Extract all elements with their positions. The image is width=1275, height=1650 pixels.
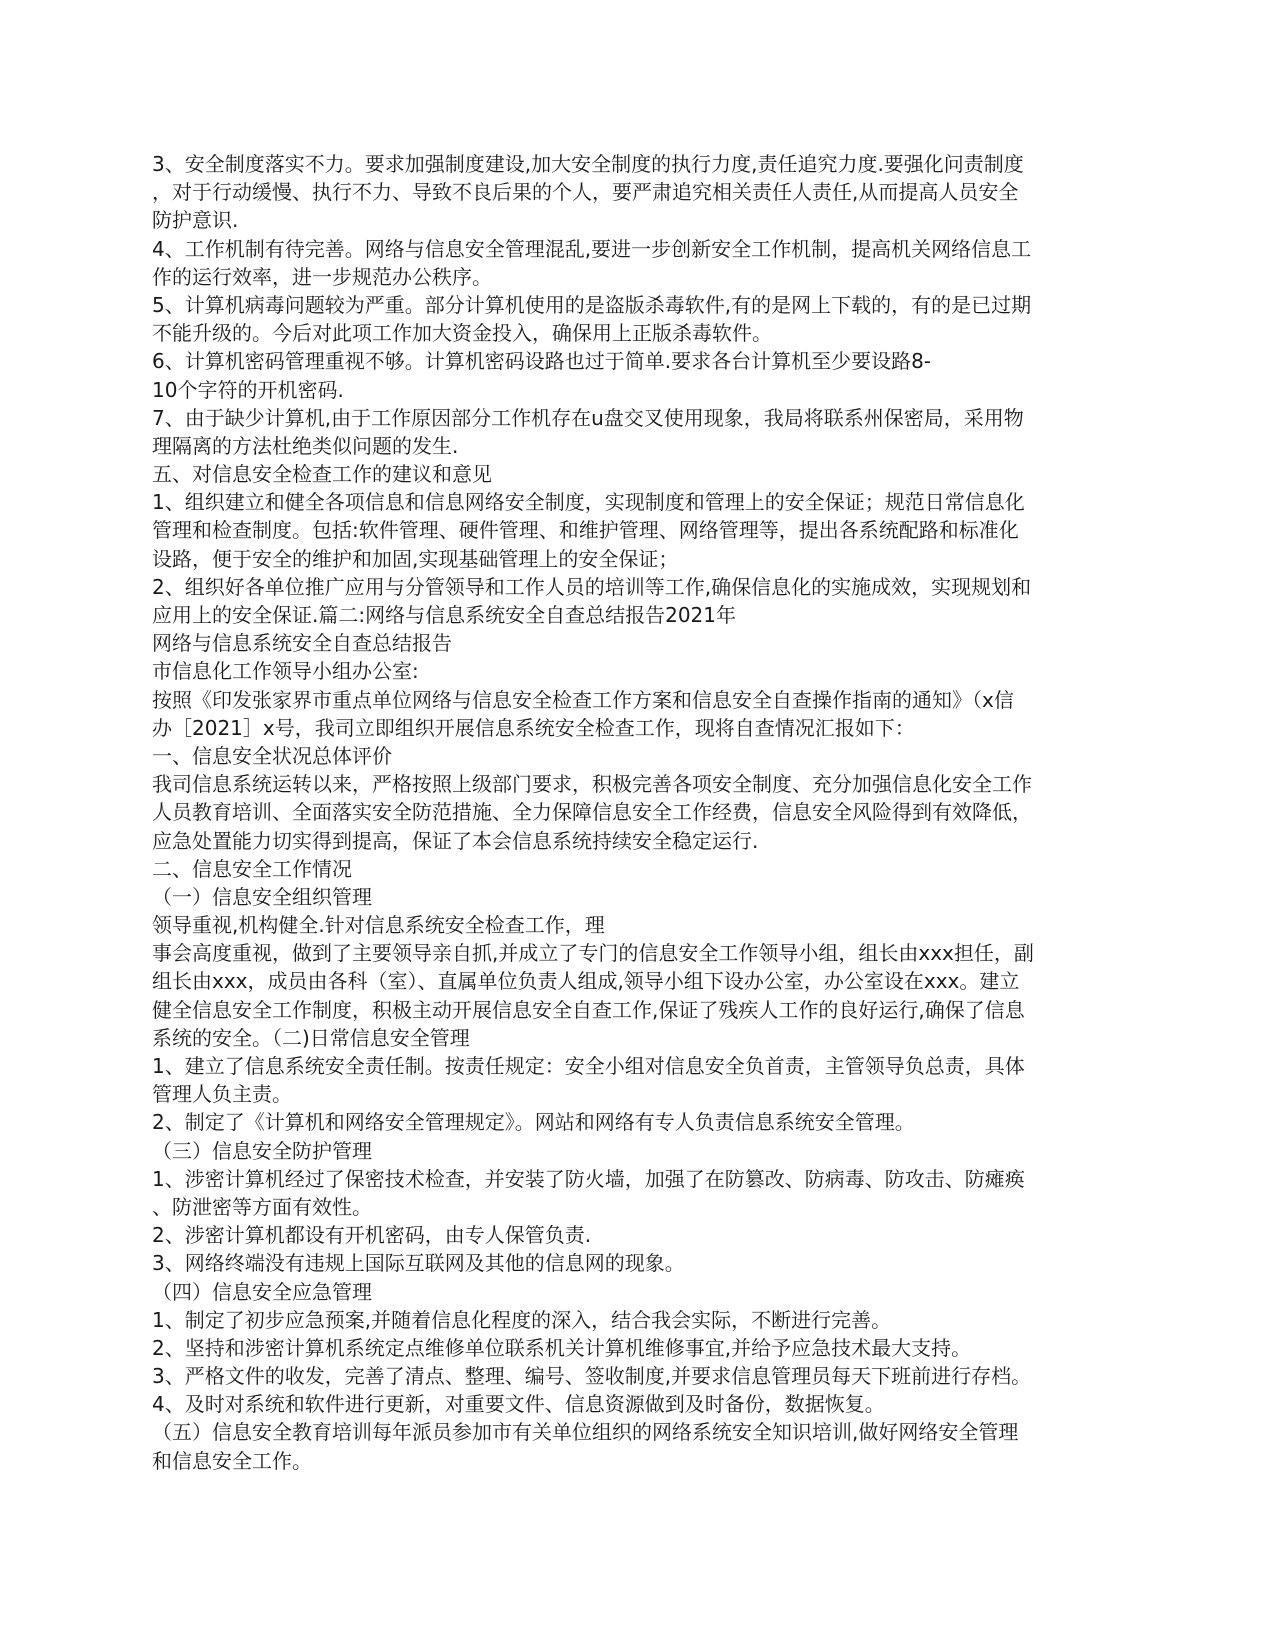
text-line: 一、信息安全状况总体评价: [152, 743, 392, 768]
text-line: 网络与信息系统安全自查总结报告: [152, 631, 452, 656]
text-line: 2、坚持和涉密计算机系统定点维修单位联系机关计算机维修事宜,并给予应急技术最大支持。: [152, 1335, 972, 1360]
text-line: 1、建立了信息系统安全责任制。按责任规定：安全小组对信息安全负首责，主管领导负总责，具体: [152, 1054, 1025, 1078]
text-line: 4、及时对系统和软件进行更新，对重要文件、信息资源做到及时备份，数据恢复。: [152, 1392, 885, 1417]
text-line: 应用上的安全保证.篇二:网络与信息系统安全自查总结报告2021年: [152, 603, 736, 627]
text-line: 2、制定了《计算机和网络安全管理规定》。网站和网络有专人负责信息系统安全管理。: [152, 1110, 915, 1135]
text-line: （一）信息安全组织管理: [152, 884, 372, 909]
text-line: 按照《印发张家界市重点单位网络与信息安全检查工作方案和信息安全自查操作指南的通知》（x信: [152, 687, 1014, 712]
text-line: 领导重视,机构健全.针对信息系统安全检查工作，理: [152, 913, 605, 938]
text-line: 作的运行效率，进一步规范办公秩序。: [152, 264, 492, 289]
text-line: 我司信息系统运转以来，严格按照上级部门要求，积极完善各项安全制度、充分加强信息化安全工作: [152, 772, 1032, 797]
text-line: 不能升级的。今后对此项工作加大资金投入，确保用上正版杀毒软件。: [152, 321, 772, 346]
text-line: 1、组织建立和健全各项信息和信息网络安全制度，实现制度和管理上的安全保证；规范日常信息化: [152, 490, 1025, 515]
text-line: 7、由于缺少计算机,由于工作原因部分工作机存在u盘交叉使用现象，我局将联系州保密局，采用物: [152, 405, 1024, 430]
text-line: 理隔离的方法杜绝类似问题的发生.: [152, 433, 459, 458]
text-line: 、防泄密等方面有效性。: [152, 1194, 372, 1219]
text-line: 3、网络终端没有违规上国际互联网及其他的信息网的现象。: [152, 1251, 685, 1276]
text-line: 应急处置能力切实得到提高，保证了本会信息系统持续安全稳定运行.: [152, 828, 759, 853]
document-body: [152, 150, 1127, 1475]
text-line: 5、计算机病毒问题较为严重。部分计算机使用的是盗版杀毒软件,有的是网上下载的，有的是已过期: [152, 292, 1032, 317]
text-line: 3、安全制度落实不力。要求加强制度建设,加大安全制度的执行力度,责任追究力度.要强化问责制度: [152, 152, 1024, 176]
text-line: 和信息安全工作。: [152, 1448, 312, 1473]
text-line: 管理人负主责。: [152, 1082, 292, 1107]
text-line: 事会高度重视，做到了主要领导亲自抓,并成立了专门的信息安全工作领导小组，组长由xxx担任，副: [152, 941, 1034, 966]
text-line: （四）信息安全应急管理: [152, 1279, 372, 1304]
text-line: ，对于行动缓慢、执行不力、导致不良后果的个人，要严肃追究相关责任人责任,从而提高人员安全: [152, 180, 1019, 205]
text-line: 10个字符的开机密码.: [152, 377, 344, 402]
text-line: 管理和检查制度。包括:软件管理、硬件管理、和维护管理、网络管理等，提出各系统配路和标准化: [152, 518, 1019, 543]
text-line: （五）信息安全教育培训每年派员参加市有关单位组织的网络系统安全知识培训,做好网络安全管理: [152, 1420, 1019, 1445]
text-line: 1、制定了初步应急预案,并随着信息化程度的深入，结合我会实际，不断进行完善。: [152, 1307, 892, 1332]
text-line: （三）信息安全防护管理: [152, 1138, 372, 1163]
text-line: 市信息化工作领导小组办公室:: [152, 659, 419, 684]
text-line: 6、计算机密码管理重视不够。计算机密码设路也过于简单.要求各台计算机至少要设路8-: [152, 349, 932, 374]
text-line: 二、信息安全工作情况: [152, 856, 352, 881]
text-line: 防护意识.: [152, 208, 239, 233]
text-line: 五、对信息安全检查工作的建议和意见: [152, 462, 492, 487]
text-line: 2、涉密计算机都设有开机密码，由专人保管负责.: [152, 1223, 592, 1248]
text-line: 设路，便于安全的维护和加固,实现基础管理上的安全保证；: [152, 546, 679, 571]
text-line: 健全信息安全工作制度，积极主动开展信息安全自查工作,保证了残疾人工作的良好运行,确保了信息: [152, 997, 1025, 1022]
text-line: 1、涉密计算机经过了保密技术检查，并安装了防火墙，加强了在防篡改、防病毒、防攻击、防瘫痪: [152, 1166, 1025, 1191]
text-line: 系统的安全。（二)日常信息安全管理: [152, 1025, 470, 1050]
text-line: 4、工作机制有待完善。网络与信息安全管理混乱,要进一步创新安全工作机制，提高机关网络信息工: [152, 236, 1032, 261]
text-line: 组长由xxx，成员由各科（室）、直属单位负责人组成,领导小组下设办公室，办公室设在xxx。建立: [152, 969, 1020, 994]
text-line: 2、组织好各单位推广应用与分管领导和工作人员的培训等工作,确保信息化的实施成效，实现规划和: [152, 574, 1032, 599]
text-line: 办［2021］x号，我司立即组织开展信息系统安全检查工作，现将自查情况汇报如下：: [152, 715, 915, 740]
text-line: 3、严格文件的收发，完善了清点、整理、编号、签收制度,并要求信息管理员每天下班前进行存档。: [152, 1364, 1032, 1389]
text-line: 人员教育培训、全面落实安全防范措施、全力保障信息安全工作经费，信息安全风险得到有效降低，: [152, 800, 1032, 825]
